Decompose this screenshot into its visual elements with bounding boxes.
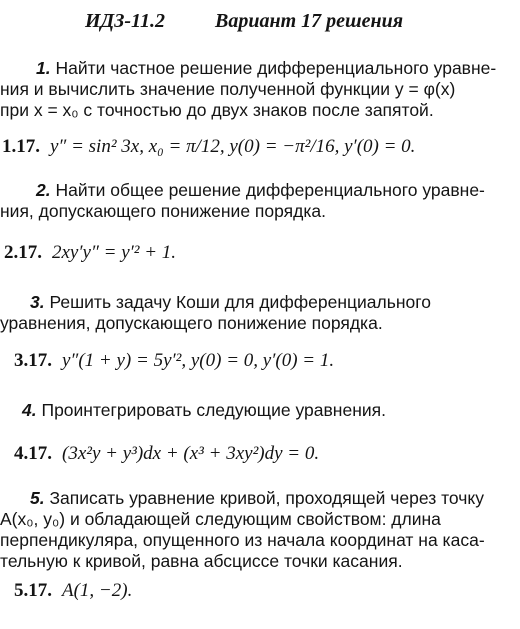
- task-3-number: 3.: [30, 292, 45, 312]
- task-3: [0, 292, 500, 334]
- task-2-line-1: 2. Найти общее решение дифференциального уравне-: [36, 180, 485, 200]
- answer-1-text: y″ = sin² 3x, x₀ = π/12, y(0) = −π²/16, y′(0) = 0.: [50, 136, 416, 157]
- header-idz: ИДЗ-11.2: [85, 10, 165, 32]
- answer-3-label: 3.17.: [14, 350, 52, 371]
- answer-3-text: y″(1 + y) = 5y′², y(0) = 0, y′(0) = 1.: [62, 350, 335, 371]
- answer-4: [14, 443, 514, 465]
- task-3-line-1: 3. Решить задачу Коши для дифференциального: [30, 292, 431, 312]
- answer-2-text: 2xy′y″ = y′² + 1.: [52, 242, 177, 263]
- task-1-line-2: ния и вычислить значение полученной функции y = φ(x): [0, 79, 456, 99]
- task-4-number: 4.: [22, 400, 37, 420]
- answer-1-label: 1.17.: [2, 136, 40, 157]
- answer-5-label: 5.17.: [14, 580, 52, 601]
- answer-2-label: 2.17.: [4, 242, 42, 263]
- answer-1: [2, 136, 502, 158]
- task-4-line-1: 4. Проинтегрировать следующие уравнения.: [22, 400, 386, 420]
- task-2-line-2: ния, допускающего понижение порядка.: [0, 201, 326, 221]
- answer-4-label: 4.17.: [14, 443, 52, 464]
- task-5-line-3: перпендикуляра, опущенного из начала координат на каса-: [0, 530, 485, 550]
- task-5-number: 5.: [30, 488, 45, 508]
- answer-5: [14, 580, 514, 602]
- task-1-line-3: при x = x₀ с точностью до двух знаков после запятой.: [0, 100, 434, 120]
- task-4: [0, 400, 500, 421]
- answer-3: [14, 350, 514, 372]
- answer-5-text: A(1, −2).: [62, 580, 133, 601]
- answer-4-text: (3x²y + y³)dx + (x³ + 3xy²)dy = 0.: [62, 443, 320, 464]
- header-variant: Вариант 17 решения: [215, 10, 404, 32]
- task-2-number: 2.: [36, 180, 51, 200]
- task-3-line-2: уравнения, допускающего понижение порядка.: [0, 313, 383, 333]
- task-5: [0, 488, 500, 572]
- task-1: [0, 58, 500, 121]
- answer-2: [4, 242, 504, 264]
- task-1-number: 1.: [36, 58, 51, 78]
- task-1-line-1: 1. Найти частное решение дифференциального уравне-: [36, 58, 497, 78]
- task-2: [0, 180, 500, 222]
- task-5-line-4: тельную к кривой, равна абсциссе точки касания.: [0, 551, 403, 571]
- task-5-line-2: A(x₀, y₀) и обладающей следующим свойством: длина: [0, 509, 441, 529]
- task-5-line-1: 5. Записать уравнение кривой, проходящей через точку: [30, 488, 484, 508]
